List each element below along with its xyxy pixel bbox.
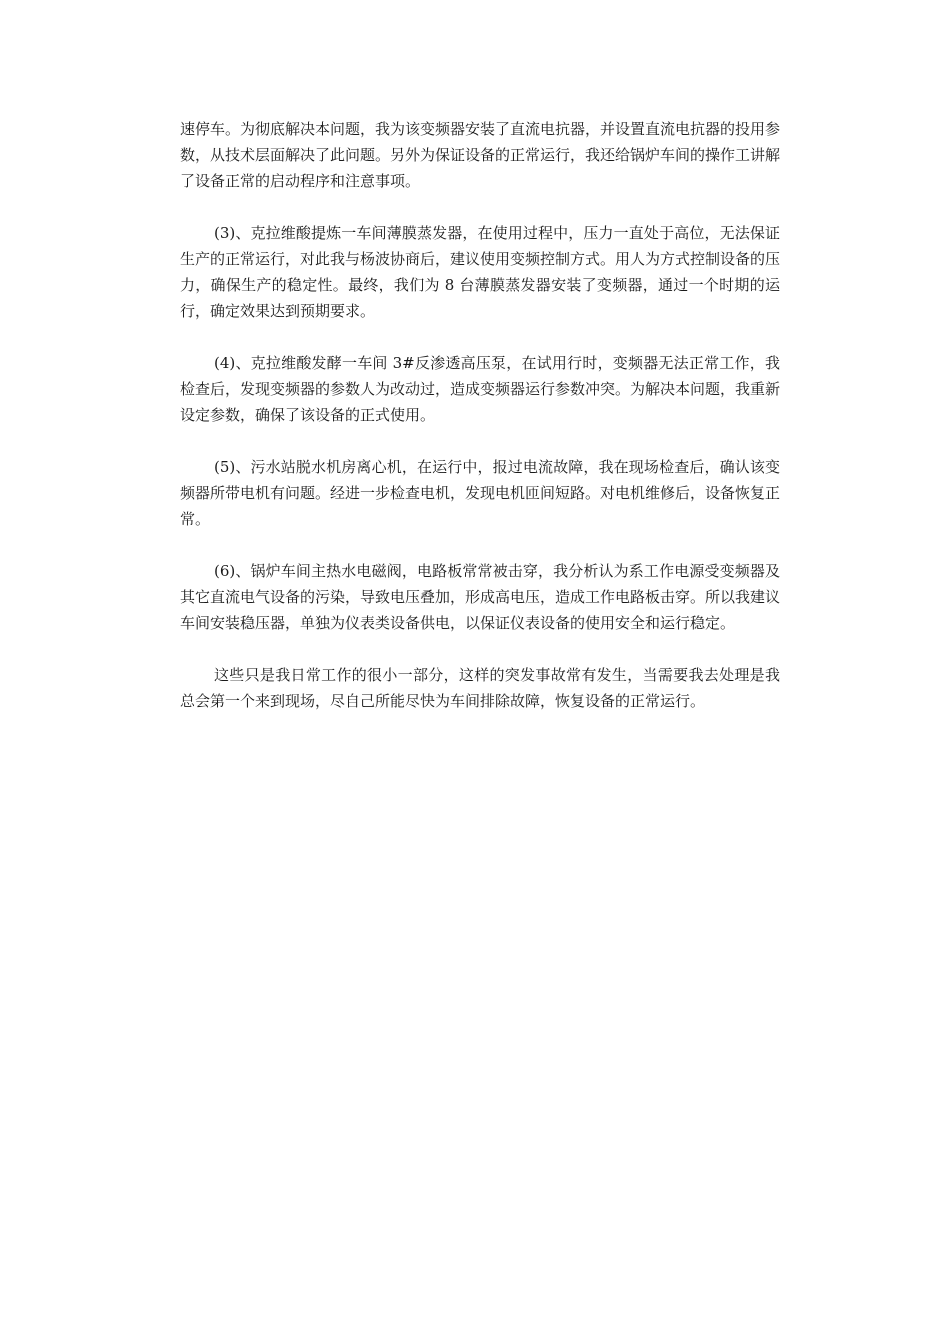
paragraph-continuation: 速停车。为彻底解决本问题，我为该变频器安装了直流电抗器，并设置直流电抗器的投用参数，从技术层面解决了此问题。另外为保证设备的正常运行，我还给锅炉车间的操作工讲解了设备正常的启动程序和注意事项。 [180, 120, 781, 190]
paragraph-item-4: (4)、克拉维酸发酵一车间 3#反渗透高压泵，在试用行时，变频器无法正常工作，我检查后，发现变频器的参数人为改动过，造成变频器运行参数冲突。为解决本问题，我重新设定参数，确保了该设备的正式使用。 [180, 354, 781, 424]
paragraph-closing: 这些只是我日常工作的很小一部分，这样的突发事故常有发生，当需要我去处理是我总会第一个来到现场，尽自己所能尽快为车间排除故障，恢复设备的正常运行。 [180, 666, 780, 710]
paragraph-item-3: (3)、克拉维酸提炼一车间薄膜蒸发器，在使用过程中，压力一直处于高位，无法保证生产的正常运行，对此我与杨波协商后，建议使用变频控制方式。用人为方式控制设备的压力，确保生产的稳定性。最终，我们为 8 台薄膜蒸发器安装了变频器，通过一个时期的运行，确定效果达到预期要求。 [180, 224, 781, 320]
paragraph-item-5: (5)、污水站脱水机房离心机，在运行中，报过电流故障，我在现场检查后，确认该变频器所带电机有问题。经进一步检查电机，发现电机匝间短路。对电机维修后，设备恢复正常。 [180, 458, 781, 528]
document-body [180, 116, 780, 740]
paragraph-item-6: (6)、锅炉车间主热水电磁阀，电路板常常被击穿，我分析认为系工作电源受变频器及其它直流电气设备的污染，导致电压叠加，形成高电压，造成工作电路板击穿。所以我建议车间安装稳压器，单独为仪表类设备供电，以保证仪表设备的使用安全和运行稳定。 [180, 562, 781, 632]
